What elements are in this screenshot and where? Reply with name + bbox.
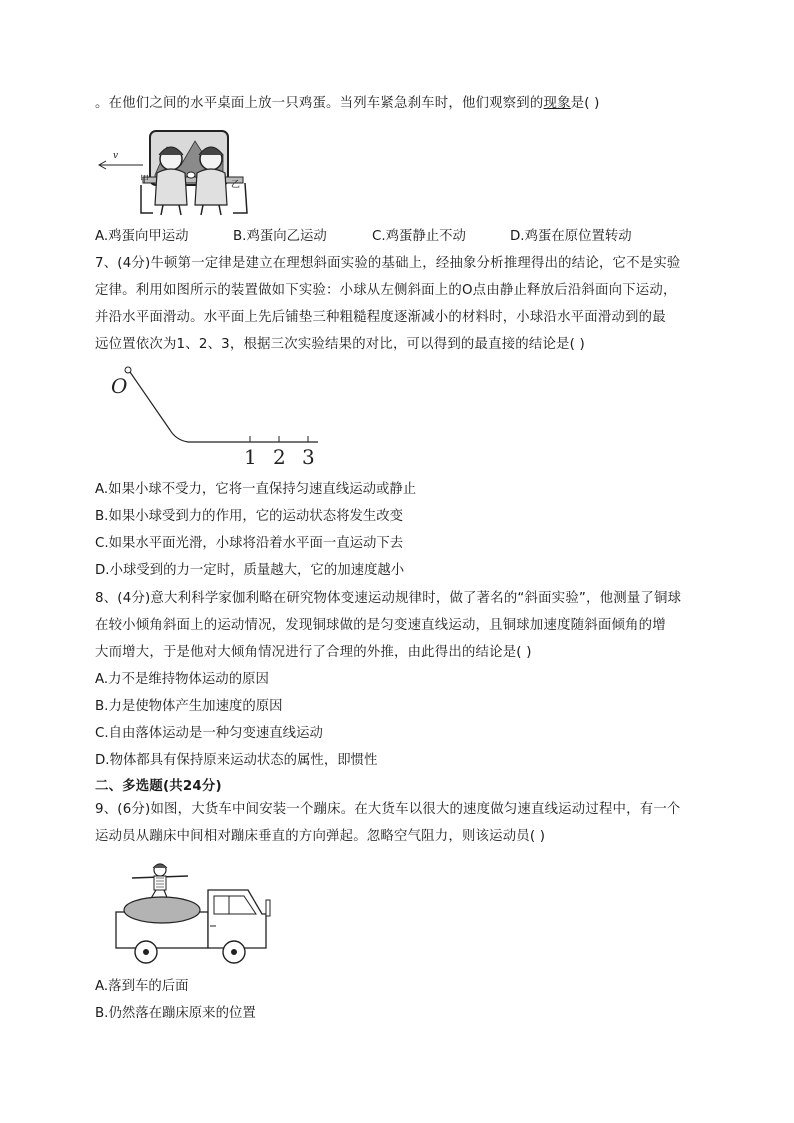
q8-option-d: D.物体都具有保持原来运动状态的属性，即惯性	[95, 753, 378, 768]
q9-option-b: B.仍然落在蹦床原来的位置	[95, 1006, 256, 1021]
q7-option-b: B.如果小球受到力的作用，它的运动状态将发生改变	[95, 509, 404, 524]
q6-option-b: B.鸡蛋向乙运动	[233, 229, 327, 244]
truck	[116, 890, 270, 963]
trampoline	[124, 897, 200, 923]
mark-1-label: 1	[244, 445, 257, 469]
q7-option-a: A.如果小球不受力，它将一直保持匀速直线运动或静止	[95, 482, 417, 497]
label-jia: 甲	[140, 175, 150, 185]
q6-stem-pre: 。在他们之间的水平桌面上放一只鸡蛋。当列车紧急刹车时，他们观察到的	[95, 96, 544, 111]
q7-figure	[108, 362, 323, 468]
q9-option-a: A.落到车的后面	[95, 979, 189, 994]
q7-line-2: 定律。利用如图所示的装置做如下实验：小球从左侧斜面上的O点由静止释放后沿斜面向下运动，	[95, 283, 677, 298]
q8-line-1: 8、(4分)意大利科学家伽利略在研究物体变速运动规律时，做了著名的“斜面实验”，他测量了铜球	[95, 591, 682, 606]
egg	[187, 172, 195, 178]
q9-line-2: 运动员从蹦床中间相对蹦床垂直的方向弹起。忽略空气阻力，则该运动员( )	[95, 829, 546, 844]
label-yi: 乙	[231, 180, 241, 190]
q9-line-1: 9、(6分)如图，大货车中间安装一个蹦床。在大货车以很大的速度做匀速直线运动过程中，有一个	[95, 802, 681, 817]
jumper	[132, 864, 188, 902]
mark-2-label: 2	[273, 445, 286, 469]
q6-stem	[95, 95, 600, 113]
q8-option-b: B.力是使物体产生加速度的原因	[95, 699, 283, 714]
q6-option-d: D.鸡蛋在原位置转动	[510, 229, 632, 244]
q7-line-4: 远位置依次为1、2、3，根据三次实验结果的对比，可以得到的最直接的结论是( )	[95, 337, 585, 352]
mark-3-label: 3	[302, 445, 315, 469]
q7-option-c: C.如果水平面光滑，小球将沿着水平面一直运动下去	[95, 536, 404, 551]
q9-figure	[110, 862, 275, 970]
q8-line-2: 在较小倾角斜面上的运动情况，发现铜球做的是匀变速直线运动，且铜球加速度随斜面倾角的增	[95, 618, 666, 633]
point-o-label: O	[111, 374, 128, 398]
q8-option-c: C.自由落体运动是一种匀变速直线运动	[95, 726, 323, 741]
passenger-jia	[155, 147, 187, 215]
q6-option-c: C.鸡蛋静止不动	[372, 229, 466, 244]
q6-stem-underlined: 现象	[543, 96, 571, 111]
q7-line-3: 并沿水平面滑动。水平面上先后铺垫三种粗糙程度逐渐减小的材料时，小球沿水平面滑动到的最	[95, 310, 666, 325]
incline-surface	[130, 372, 318, 442]
q8-line-3: 大而增大，于是他对大倾角情况进行了合理的外推，由此得出的结论是( )	[95, 645, 532, 660]
passenger-yi	[195, 147, 227, 215]
ball	[125, 367, 131, 373]
velocity-arrow	[99, 161, 143, 169]
velocity-label: v	[113, 151, 119, 161]
q7-option-d: D.小球受到的力一定时，质量越大，它的加速度越小	[95, 563, 405, 578]
q6-stem-post: 是( )	[570, 96, 600, 111]
section-2-heading: 二、多选题(共24分)	[95, 779, 222, 794]
q6-figure	[95, 125, 265, 217]
q6-option-a: A.鸡蛋向甲运动	[95, 229, 189, 244]
q8-option-a: A.力不是维持物体运动的原因	[95, 672, 269, 687]
q7-line-1: 7、(4分)牛顿第一定律是建立在理想斜面实验的基础上，经抽象分析推理得出的结论，它不是实验	[95, 256, 681, 271]
